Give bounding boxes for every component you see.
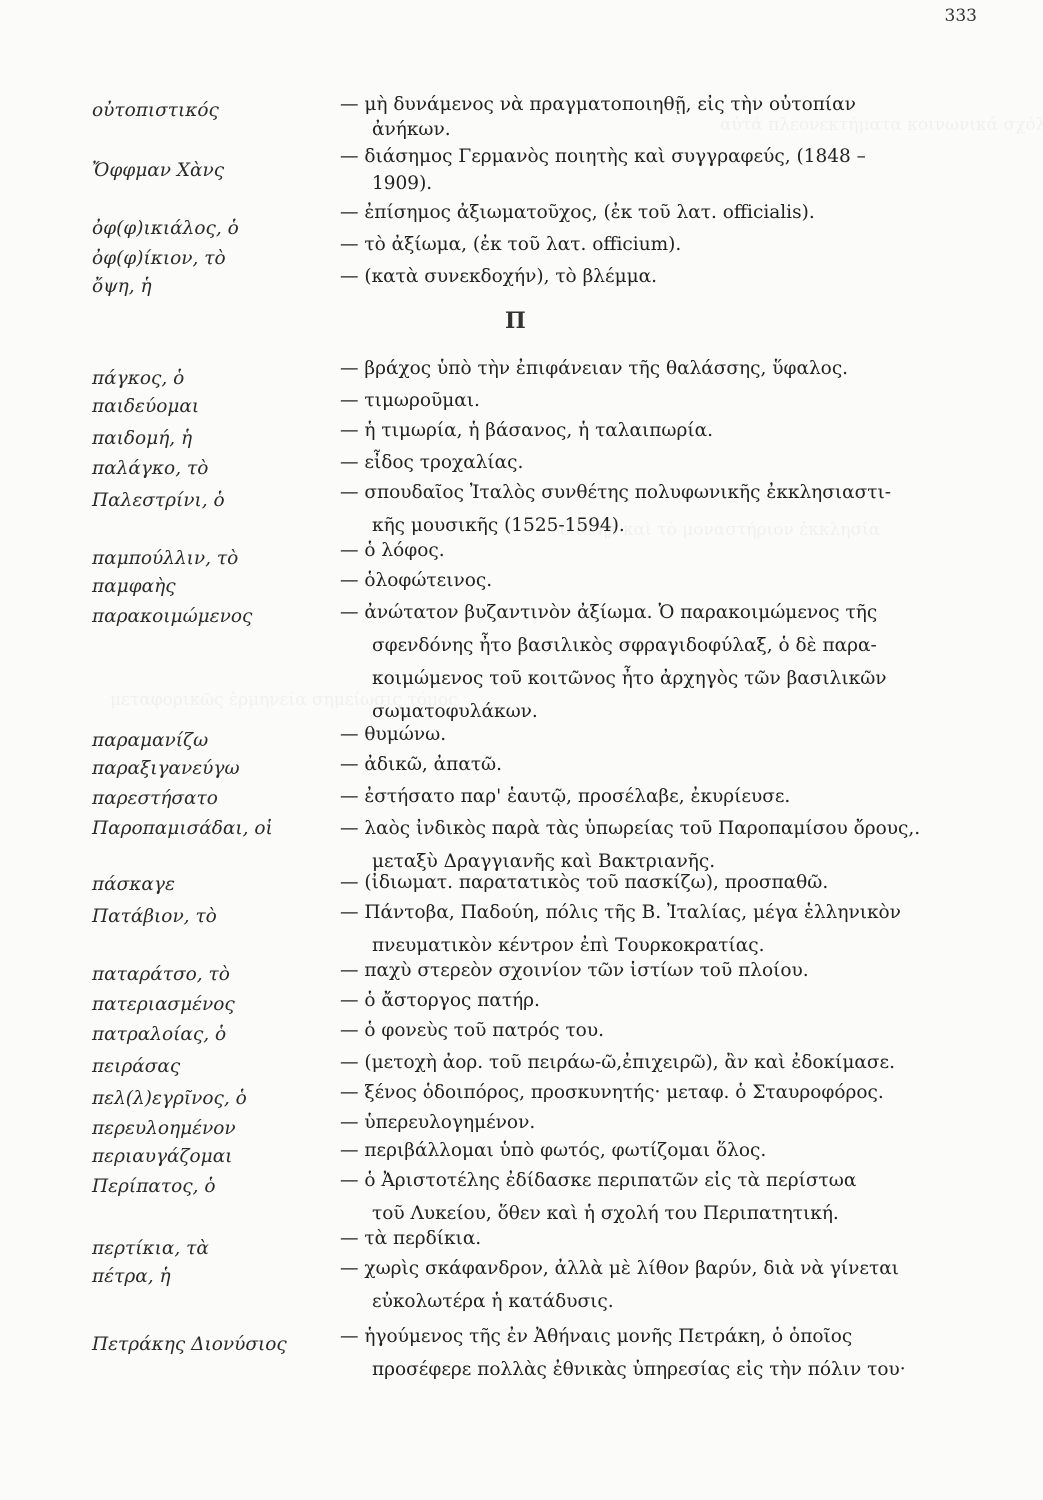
entry-definition [340,748,980,781]
definition-line: — ὁ ἄστοργος πατήρ. [340,990,540,1011]
definition-line: — ξένος ὁδοιπόρος, προσκυνητής· μεταφ. ὁ Σταυροφόρος. [340,1082,884,1103]
definition-line: — (ἰδιωματ. παρατατικὸς τοῦ πασκίζω), προσπαθῶ. [340,872,829,893]
definition-line: — παχὺ στερεὸν σχοινίον τῶν ἱστίων τοῦ πλοίου. [340,960,809,981]
entry-term: παιδεύομαι [92,396,200,417]
entry-term: πατεριασμένος [92,994,235,1015]
entry-term: παταράτσο, τὸ [92,964,230,985]
definition-line: — ἐστήσατο παρ' ἑαυτῷ, προσέλαβε, ἐκυρίευσε. [340,786,791,807]
page-number: 333 [944,6,977,26]
entry-definition [340,1134,980,1167]
entry-definition [340,866,980,899]
definition-line: — χωρὶς σκάφανδρον, ἀλλὰ μὲ λίθον βαρύν, διὰ νὰ γίνεται [340,1258,899,1279]
entry-definition [340,984,980,1017]
entry-definition [340,260,980,293]
definition-line: ἀνήκων. [372,119,451,140]
entry-term: παμπούλλιν, τὸ [92,548,239,569]
definition-line: — διάσημος Γερμανὸς ποιητὴς καὶ συγγραφεύς, (1848 – [340,146,866,167]
entry-definition [340,954,980,987]
entry-term: Παροπαμισάδαι, οἱ [92,818,273,839]
definition-line: — θυμώνω. [340,724,447,745]
entry-term: Ὄφφμαν Χὰνς [92,160,225,181]
entry-term: ὀφ(φ)ίκιον, τὸ [92,248,226,269]
entry-term: παρεστήσατο [92,788,218,809]
entry-definition [340,352,980,385]
entry-term: παιδομή, ἡ [92,428,193,449]
entry-term: ὄψη, ἡ [92,276,152,297]
definition-line: — τὸ ἀξίωμα, (ἐκ τοῦ λατ. officium). [340,234,682,255]
definition-line: κοιμώμενος τοῦ κοιτῶνος ἦτο ἀρχηγὸς τῶν βασιλικῶν [372,668,887,689]
entry-term: περευλοημένον [92,1118,236,1139]
entry-term: περιαυγάζομαι [92,1146,233,1167]
entry-definition [340,88,980,146]
entry-term: παλάγκο, τὸ [92,458,209,479]
entry-definition [340,476,980,542]
definition-line: — ὁ Ἀριστοτέλης ἐδίδασκε περιπατῶν εἰς τὰ περίστωα [340,1170,857,1191]
definition-line: — (κατὰ συνεκδοχήν), τὸ βλέμμα. [340,266,658,287]
definition-line: τοῦ Λυκείου, ὅθεν καὶ ἡ σχολή του Περιπατητική. [372,1203,839,1224]
entry-term: πάγκος, ὁ [92,368,185,389]
entry-term: πατραλοίας, ὁ [92,1024,227,1045]
definition-line: μεταξὺ Δραγγιανῆς καὶ Βακτριανῆς. [372,851,716,872]
entry-definition [340,1252,980,1318]
entry-definition [340,1046,980,1079]
definition-line: — εἶδος τροχαλίας. [340,452,524,473]
definition-line: προσέφερε πολλὰς ἐθνικὰς ὑπηρεσίας εἰς τὴν πόλιν του· [372,1359,906,1380]
section-letter: Π [505,308,526,334]
entry-term: παμφαὴς [92,576,176,597]
definition-line: — ἡ τιμωρία, ἡ βάσανος, ἡ ταλαιπωρία. [340,420,714,441]
definition-line: 1909). [372,173,433,194]
definition-line: — ἐπίσημος ἀξιωματοῦχος, (ἐκ τοῦ λατ. officialis). [340,202,815,223]
entry-term: πελ(λ)εγρῖνος, ὁ [92,1088,247,1109]
definition-line: — τὰ περδίκια. [340,1228,482,1249]
definition-line: — μὴ δυνάμενος νὰ πραγματοποιηθῇ, εἰς τὴν οὐτοπίαν [340,94,856,115]
entry-term: Παλεστρίνι, ὁ [92,490,225,511]
definition-line: πνευματικὸν κέντρον ἐπὶ Τουρκοκρατίας. [372,935,765,956]
definition-line: — περιβάλλομαι ὑπὸ φωτός, φωτίζομαι ὅλος. [340,1140,767,1161]
definition-line: — ἡγούμενος τῆς ἐν Ἀθήναις μονῆς Πετράκη, ὁ ὁποῖος [340,1326,853,1347]
definition-line: — βράχος ὑπὸ τὴν ἐπιφάνειαν τῆς θαλάσσης, ὕφαλος. [340,358,849,379]
entry-term: Πατάβιον, τὸ [92,906,217,927]
entry-term: Πετράκης Διονύσιος [92,1334,287,1355]
entry-term: ὀφ(φ)ικιάλος, ὁ [92,218,239,239]
definition-line: σφενδόνης ἦτο βασιλικὸς σφραγιδοφύλαξ, ὁ δὲ παρα- [372,635,877,656]
entry-definition [340,1076,980,1109]
definition-line: — σπουδαῖος Ἰταλὸς συνθέτης πολυφωνικῆς ἐκκλησιαστι- [340,482,891,503]
definition-line: — ἀδικῶ, ἀπατῶ. [340,754,503,775]
entry-term: πέτρα, ἡ [92,1266,171,1287]
entry-definition [340,446,980,479]
entry-definition [340,896,980,962]
entry-definition [340,718,980,751]
entry-definition [340,596,980,728]
entry-definition [340,1164,980,1230]
definition-line: — λαὸς ἰνδικὸς παρὰ τὰς ὑπωρείας τοῦ Παροπαμίσου ὄρους,. [340,818,921,839]
entry-term: παρακοιμώμενος [92,606,253,627]
definition-line: — ὁλοφώτεινος. [340,570,493,591]
entry-definition [340,384,980,417]
entry-term: Περίπατος, ὁ [92,1176,216,1197]
entry-term: περτίκια, τὰ [92,1238,209,1259]
entry-definition [340,534,980,567]
entry-term: οὐτοπιστικός [92,100,219,121]
definition-line: — ὑπερευλογημένον. [340,1112,536,1133]
entry-definition [340,1014,980,1047]
definition-line: σωματοφυλάκων. [372,701,538,722]
entry-definition [340,414,980,447]
definition-line: — Πάντοβα, Παδούη, πόλις τῆς Β. Ἰταλίας, μέγα ἑλληνικὸν [340,902,901,923]
entry-definition [340,196,980,229]
entry-definition [340,140,980,200]
entry-definition [340,1320,980,1386]
entry-definition [340,564,980,597]
definition-line: — τιμωροῦμαι. [340,390,480,411]
definition-line: — ὁ φονεὺς τοῦ πατρός του. [340,1020,604,1041]
entry-definition [340,780,980,813]
entry-term: παραμανίζω [92,730,209,751]
entry-definition [340,1222,980,1255]
entry-definition [340,228,980,261]
definition-line: — ὁ λόφος. [340,540,445,561]
definition-line: — ἀνώτατον βυζαντινὸν ἀξίωμα. Ὁ παρακοιμώμενος τῆς [340,602,878,623]
entry-term: παραξιγανεύγω [92,758,240,779]
definition-line: εὐκολωτέρα ἡ κατάδυσις. [372,1291,614,1312]
definition-line: κῆς μουσικῆς (1525-1594). [372,515,625,536]
entry-term: πάσκαγε [92,874,175,895]
entry-term: πειράσας [92,1056,181,1077]
definition-line: — (μετοχὴ ἀορ. τοῦ πειράω-ῶ,ἐπιχειρῶ), ἂν καὶ ἐδοκίμασε. [340,1052,895,1073]
